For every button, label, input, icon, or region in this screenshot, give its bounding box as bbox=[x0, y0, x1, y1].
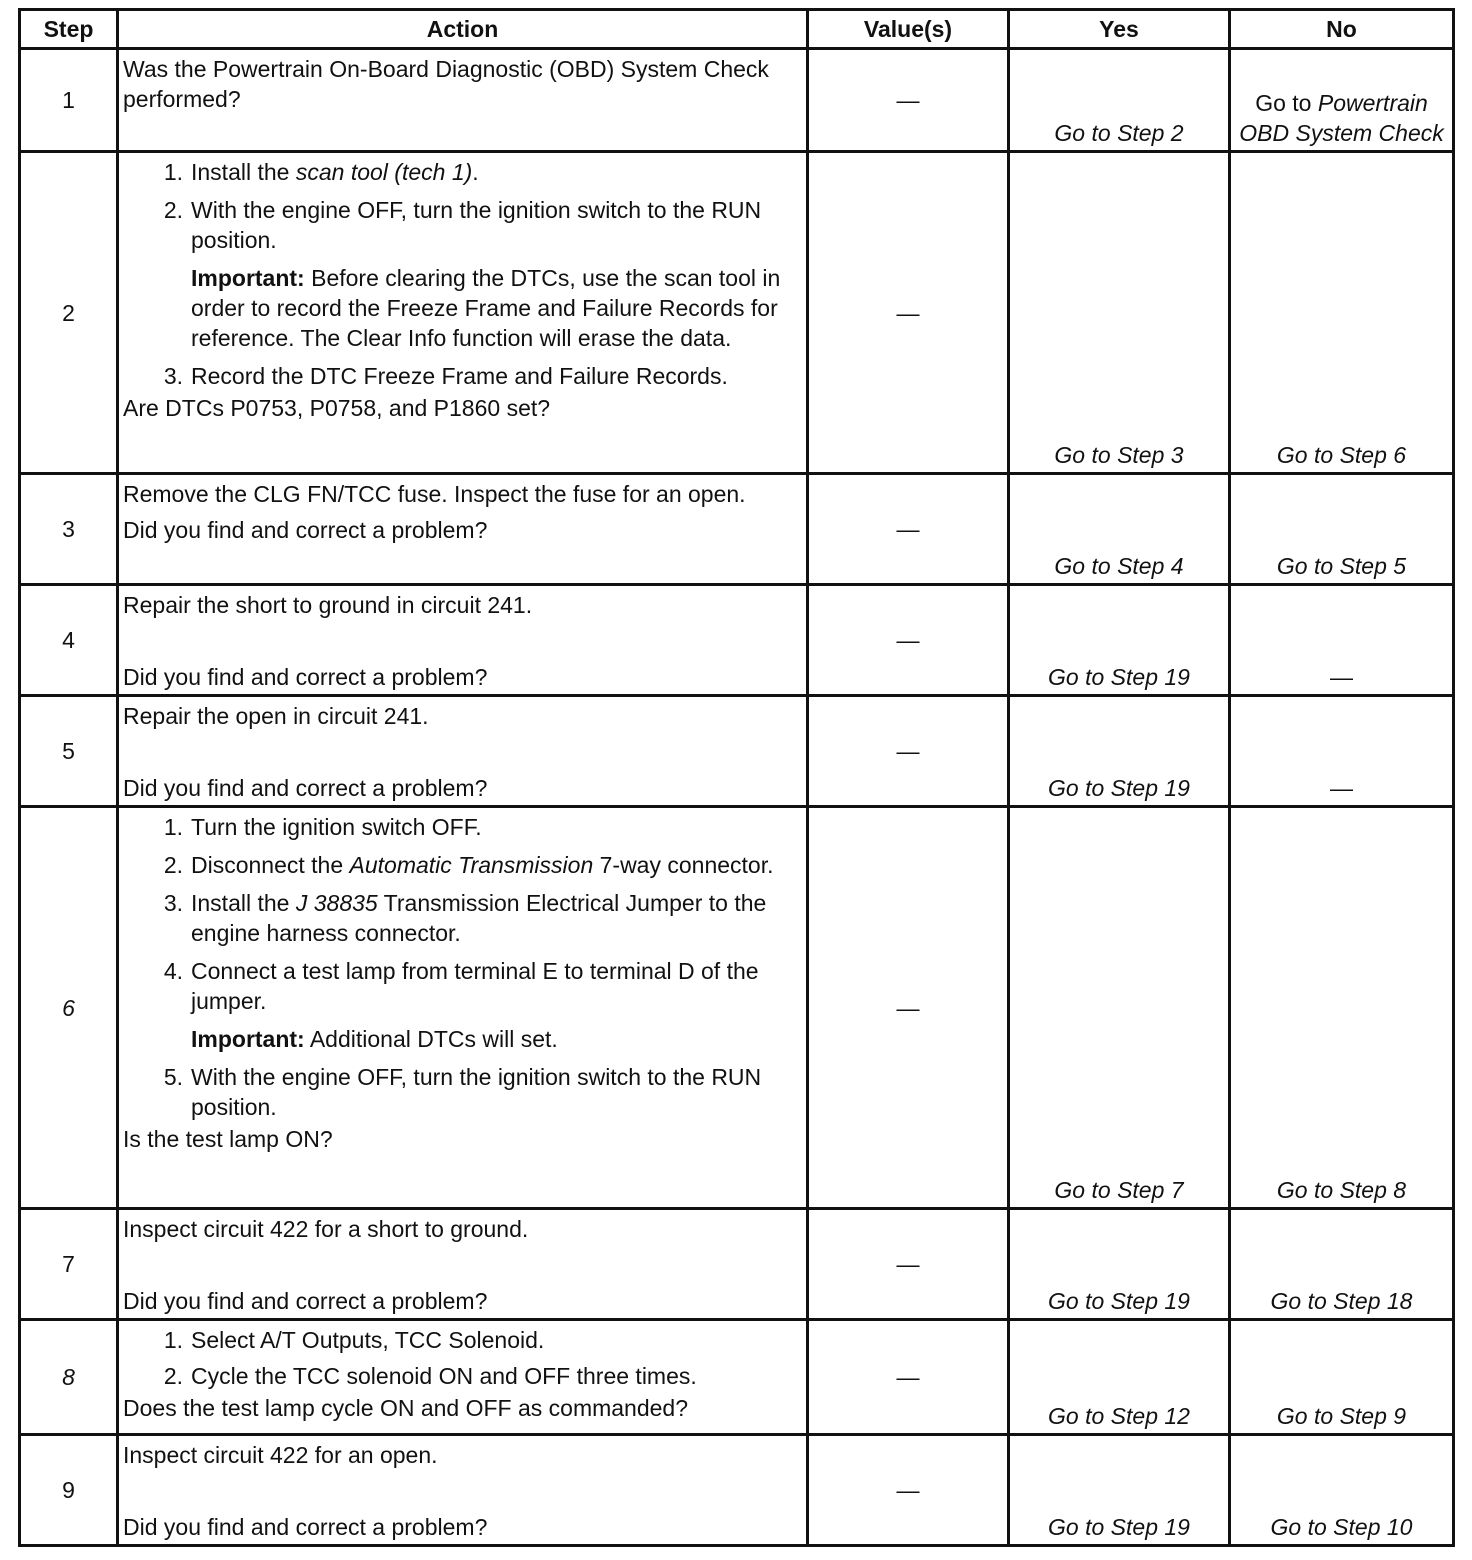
yes-cell: Go to Step 2 bbox=[1009, 49, 1230, 152]
yes-cell: Go to Step 19 bbox=[1009, 1435, 1230, 1546]
list-text-italic: J 38835 bbox=[295, 890, 378, 916]
table-row bbox=[20, 49, 1454, 152]
value-cell: — bbox=[808, 696, 1009, 807]
list-text: With the engine OFF, turn the ignition switch to the RUN position. bbox=[191, 1064, 762, 1120]
action-cell bbox=[118, 49, 808, 152]
action-cell bbox=[118, 1435, 808, 1546]
list-number: 1. bbox=[163, 159, 183, 185]
list-item bbox=[123, 157, 796, 187]
list-text: 7-way connector. bbox=[593, 852, 774, 878]
table-row bbox=[20, 1209, 1454, 1320]
action-cell bbox=[118, 474, 808, 585]
action-question: Did you find and correct a problem? bbox=[123, 1288, 488, 1314]
list-text: Disconnect the bbox=[191, 852, 350, 878]
no-cell: Go to Step 5 bbox=[1230, 474, 1454, 585]
procedure-list bbox=[123, 1325, 796, 1391]
step-number: 8 bbox=[20, 1320, 118, 1435]
table-row bbox=[20, 807, 1454, 1209]
list-item bbox=[123, 850, 796, 880]
action-question: Did you find and correct a problem? bbox=[123, 775, 488, 801]
no-cell: — bbox=[1230, 696, 1454, 807]
value-cell: — bbox=[808, 1320, 1009, 1435]
no-cell: — bbox=[1230, 585, 1454, 696]
table-row bbox=[20, 585, 1454, 696]
action-cell bbox=[118, 696, 808, 807]
action-question: Does the test lamp cycle ON and OFF as commanded? bbox=[123, 1395, 689, 1421]
list-item bbox=[123, 888, 796, 948]
step-number: 3 bbox=[20, 474, 118, 585]
list-number: 4. bbox=[163, 958, 183, 984]
action-cell bbox=[118, 152, 808, 474]
action-text: Inspect circuit 422 for an open. bbox=[123, 1442, 438, 1468]
header-no: No bbox=[1230, 10, 1454, 49]
list-item bbox=[123, 1361, 796, 1391]
list-text: Transmission Electrical Jumper to the engine harness connector. bbox=[191, 890, 767, 946]
action-cell bbox=[118, 1209, 808, 1320]
list-number: 2. bbox=[163, 852, 183, 878]
list-text: With the engine OFF, turn the ignition switch to the RUN position. bbox=[191, 197, 762, 253]
step-number: 6 bbox=[20, 807, 118, 1209]
no-cell bbox=[1230, 49, 1454, 152]
header-yes: Yes bbox=[1009, 10, 1230, 49]
important-text: Before clearing the DTCs, use the scan tool in order to record the Freeze Frame and Failure Records for reference. The Clear Info function will erase the data. bbox=[191, 265, 781, 351]
list-text: Connect a test lamp from terminal E to terminal D of the jumper. bbox=[191, 958, 759, 1014]
value-cell: — bbox=[808, 474, 1009, 585]
header-row bbox=[20, 10, 1454, 49]
list-item bbox=[123, 361, 796, 391]
header-values: Value(s) bbox=[808, 10, 1009, 49]
action-question: Is the test lamp ON? bbox=[123, 1126, 333, 1152]
action-cell bbox=[118, 807, 808, 1209]
table-row bbox=[20, 1320, 1454, 1435]
action-question: Did you find and correct a problem? bbox=[123, 517, 488, 543]
table-row bbox=[20, 696, 1454, 807]
procedure-list bbox=[123, 361, 796, 391]
header-step: Step bbox=[20, 10, 118, 49]
header-action: Action bbox=[118, 10, 808, 49]
value-cell: — bbox=[808, 807, 1009, 1209]
important-label: Important: bbox=[191, 265, 305, 291]
list-item bbox=[123, 1062, 796, 1122]
no-link-italic: Powertrain OBD System Check bbox=[1239, 90, 1444, 146]
list-text-italic: scan tool (tech 1) bbox=[295, 159, 473, 185]
action-cell bbox=[118, 1320, 808, 1435]
step-number: 9 bbox=[20, 1435, 118, 1546]
list-text: Turn the ignition switch OFF. bbox=[191, 814, 482, 840]
yes-cell: Go to Step 19 bbox=[1009, 1209, 1230, 1320]
procedure-list bbox=[123, 812, 796, 1016]
list-text: . bbox=[472, 159, 479, 185]
list-number: 1. bbox=[163, 814, 183, 840]
important-text: Additional DTCs will set. bbox=[304, 1026, 558, 1052]
table-row bbox=[20, 152, 1454, 474]
action-text: Inspect circuit 422 for a short to ground. bbox=[123, 1216, 529, 1242]
value-cell: — bbox=[808, 1435, 1009, 1546]
value-cell: — bbox=[808, 152, 1009, 474]
list-text-italic: Automatic Transmission bbox=[349, 852, 594, 878]
no-cell: Go to Step 8 bbox=[1230, 807, 1454, 1209]
step-number: 1 bbox=[20, 49, 118, 152]
yes-cell: Go to Step 19 bbox=[1009, 696, 1230, 807]
action-question: Did you find and correct a problem? bbox=[123, 1514, 488, 1540]
action-cell bbox=[118, 585, 808, 696]
table-row bbox=[20, 1435, 1454, 1546]
important-label: Important: bbox=[191, 1026, 305, 1052]
list-item bbox=[123, 812, 796, 842]
list-text: Install the bbox=[191, 890, 296, 916]
no-cell: Go to Step 18 bbox=[1230, 1209, 1454, 1320]
list-number: 3. bbox=[163, 890, 183, 916]
important-note bbox=[123, 1024, 796, 1054]
no-cell: Go to Step 9 bbox=[1230, 1320, 1454, 1435]
value-cell: — bbox=[808, 585, 1009, 696]
action-question: Are DTCs P0753, P0758, and P1860 set? bbox=[123, 395, 551, 421]
procedure-list bbox=[123, 157, 796, 255]
yes-cell: Go to Step 7 bbox=[1009, 807, 1230, 1209]
procedure-list bbox=[123, 1062, 796, 1122]
list-number: 2. bbox=[163, 197, 183, 223]
list-item bbox=[123, 956, 796, 1016]
action-question: Was the Powertrain On-Board Diagnostic (OBD) System Check performed? bbox=[123, 56, 769, 112]
step-number: 2 bbox=[20, 152, 118, 474]
table-row bbox=[20, 474, 1454, 585]
yes-cell: Go to Step 12 bbox=[1009, 1320, 1230, 1435]
no-cell: Go to Step 10 bbox=[1230, 1435, 1454, 1546]
list-text: Install the bbox=[191, 159, 296, 185]
list-number: 3. bbox=[163, 363, 183, 389]
diagnostic-table bbox=[18, 8, 1455, 1547]
list-item bbox=[123, 1325, 796, 1355]
yes-cell: Go to Step 4 bbox=[1009, 474, 1230, 585]
value-cell: — bbox=[808, 49, 1009, 152]
step-number: 4 bbox=[20, 585, 118, 696]
list-text: Cycle the TCC solenoid ON and OFF three times. bbox=[191, 1363, 697, 1389]
no-prefix: Go to bbox=[1255, 90, 1318, 116]
action-text: Remove the CLG FN/TCC fuse. Inspect the fuse for an open. bbox=[123, 481, 746, 507]
list-item bbox=[123, 195, 796, 255]
list-text: Record the DTC Freeze Frame and Failure Records. bbox=[191, 363, 728, 389]
value-cell: — bbox=[808, 1209, 1009, 1320]
step-number: 5 bbox=[20, 696, 118, 807]
list-text: Select A/T Outputs, TCC Solenoid. bbox=[191, 1327, 545, 1353]
action-question: Did you find and correct a problem? bbox=[123, 664, 488, 690]
step-number: 7 bbox=[20, 1209, 118, 1320]
list-number: 2. bbox=[163, 1363, 183, 1389]
yes-cell: Go to Step 3 bbox=[1009, 152, 1230, 474]
action-text: Repair the short to ground in circuit 241. bbox=[123, 592, 533, 618]
no-cell: Go to Step 6 bbox=[1230, 152, 1454, 474]
important-note bbox=[123, 263, 796, 353]
list-number: 5. bbox=[163, 1064, 183, 1090]
yes-cell: Go to Step 19 bbox=[1009, 585, 1230, 696]
action-text: Repair the open in circuit 241. bbox=[123, 703, 429, 729]
list-number: 1. bbox=[163, 1327, 183, 1353]
